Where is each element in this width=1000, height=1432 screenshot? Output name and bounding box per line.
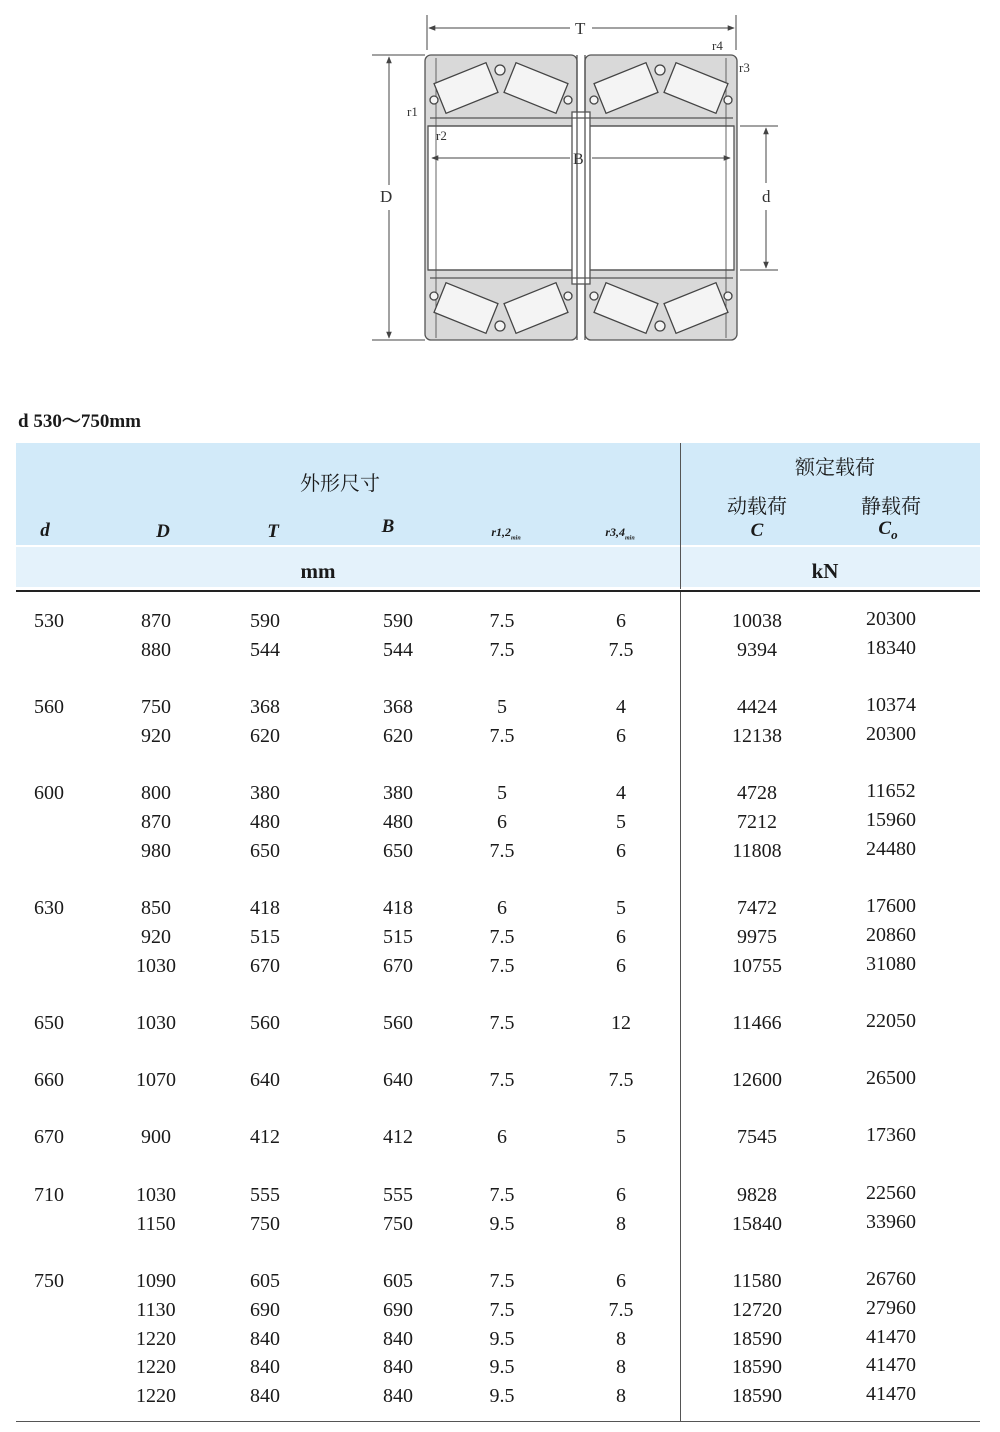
cell-r12: 7.5 bbox=[489, 1299, 515, 1321]
cell-b: 560 bbox=[383, 1012, 413, 1034]
header-col-r12-label: r1,2 bbox=[491, 525, 511, 539]
cell-d: 1070 bbox=[136, 1069, 176, 1091]
header-col-r34-min: min bbox=[625, 535, 635, 542]
cell-b: 555 bbox=[383, 1184, 413, 1206]
cell-r12: 5 bbox=[497, 696, 507, 718]
cell-d: 920 bbox=[141, 926, 171, 948]
cell-r34: 7.5 bbox=[608, 639, 634, 661]
cell-r12: 9.5 bbox=[489, 1356, 515, 1378]
cell-d: 750 bbox=[141, 696, 171, 718]
header-static-load: 静载荷 bbox=[861, 494, 921, 518]
cell-c0: 10374 bbox=[866, 694, 916, 716]
cell-c0: 26760 bbox=[866, 1268, 916, 1290]
header-dimensions: 外形尺寸 bbox=[300, 471, 380, 495]
cell-c0: 20300 bbox=[866, 723, 916, 745]
cell-t: 840 bbox=[250, 1356, 280, 1378]
dim-label-r4: r4 bbox=[712, 38, 723, 53]
cell-d: 920 bbox=[141, 725, 171, 747]
cell-t: 620 bbox=[250, 725, 280, 747]
cell-d: 850 bbox=[141, 897, 171, 919]
cell-b: 640 bbox=[383, 1069, 413, 1091]
table-row bbox=[0, 894, 1000, 923]
cell-c0: 17360 bbox=[866, 1124, 916, 1146]
cell-c0: 41470 bbox=[866, 1354, 916, 1376]
cell-r34: 6 bbox=[616, 1270, 626, 1292]
cell-b: 690 bbox=[383, 1299, 413, 1321]
cell-r34: 4 bbox=[616, 782, 626, 804]
cell-r34: 7.5 bbox=[608, 1299, 634, 1321]
cell-d: 670 bbox=[34, 1126, 64, 1148]
cell-c: 10755 bbox=[732, 955, 782, 977]
cell-b: 418 bbox=[383, 897, 413, 919]
header-col-C: C bbox=[750, 520, 764, 541]
cell-c0: 20300 bbox=[866, 608, 916, 630]
cell-c0: 41470 bbox=[866, 1326, 916, 1348]
table-row bbox=[0, 952, 1000, 981]
cell-d: 630 bbox=[34, 897, 64, 919]
cell-c: 7545 bbox=[737, 1126, 777, 1148]
cell-b: 840 bbox=[383, 1328, 413, 1350]
cell-r34: 6 bbox=[616, 610, 626, 632]
table-bottom-rule bbox=[16, 1421, 980, 1422]
cell-b: 670 bbox=[383, 955, 413, 977]
dim-label-d: d bbox=[762, 187, 771, 206]
header-col-d: d bbox=[40, 520, 50, 541]
cell-t: 690 bbox=[250, 1299, 280, 1321]
cell-c0: 27960 bbox=[866, 1297, 916, 1319]
header-col-r12 bbox=[476, 525, 536, 541]
dim-label-r3: r3 bbox=[739, 60, 750, 75]
cell-r34: 4 bbox=[616, 696, 626, 718]
cell-r34: 5 bbox=[616, 811, 626, 833]
table-row bbox=[0, 1267, 1000, 1296]
cell-r34: 6 bbox=[616, 955, 626, 977]
cell-c: 9394 bbox=[737, 639, 777, 661]
cell-c: 12138 bbox=[732, 725, 782, 747]
cell-c: 15840 bbox=[732, 1213, 782, 1235]
cell-d: 870 bbox=[141, 610, 171, 632]
cell-b: 590 bbox=[383, 610, 413, 632]
cell-d: 650 bbox=[34, 1012, 64, 1034]
cell-c: 18590 bbox=[732, 1385, 782, 1407]
cell-c0: 11652 bbox=[866, 780, 916, 802]
cell-d: 1220 bbox=[136, 1328, 176, 1350]
cell-c: 9975 bbox=[737, 926, 777, 948]
cell-c: 12600 bbox=[732, 1069, 782, 1091]
cell-c0: 24480 bbox=[866, 838, 916, 860]
cell-r12: 7.5 bbox=[489, 840, 515, 862]
cell-c: 4728 bbox=[737, 782, 777, 804]
cell-b: 515 bbox=[383, 926, 413, 948]
cell-r12: 9.5 bbox=[489, 1385, 515, 1407]
table-row bbox=[0, 923, 1000, 952]
cell-t: 515 bbox=[250, 926, 280, 948]
cell-t: 368 bbox=[250, 696, 280, 718]
table-row bbox=[0, 779, 1000, 808]
cell-b: 412 bbox=[383, 1126, 413, 1148]
cell-d: 1220 bbox=[136, 1385, 176, 1407]
cell-d: 880 bbox=[141, 639, 171, 661]
range-label: d 530～750mm bbox=[18, 411, 141, 432]
cell-r34: 6 bbox=[616, 1184, 626, 1206]
bearing-cross-section-drawing bbox=[360, 8, 800, 353]
cell-d: 980 bbox=[141, 840, 171, 862]
cell-r34: 8 bbox=[616, 1385, 626, 1407]
cell-d: 1030 bbox=[136, 1012, 176, 1034]
cell-t: 640 bbox=[250, 1069, 280, 1091]
header-col-C0 bbox=[868, 518, 908, 543]
cell-r34: 8 bbox=[616, 1356, 626, 1378]
cell-r12: 7.5 bbox=[489, 1270, 515, 1292]
cell-c: 18590 bbox=[732, 1328, 782, 1350]
cell-d: 870 bbox=[141, 811, 171, 833]
cell-d: 560 bbox=[34, 696, 64, 718]
cell-d: 710 bbox=[34, 1184, 64, 1206]
cell-t: 480 bbox=[250, 811, 280, 833]
table-row bbox=[0, 1353, 1000, 1382]
cell-b: 840 bbox=[383, 1356, 413, 1378]
cell-t: 750 bbox=[250, 1213, 280, 1235]
cell-c0: 18340 bbox=[866, 637, 916, 659]
cell-b: 620 bbox=[383, 725, 413, 747]
cell-t: 840 bbox=[250, 1385, 280, 1407]
cell-r34: 6 bbox=[616, 725, 626, 747]
cell-c0: 22050 bbox=[866, 1010, 916, 1032]
cell-c0: 31080 bbox=[866, 953, 916, 975]
cell-d: 530 bbox=[34, 610, 64, 632]
cell-d: 1130 bbox=[136, 1299, 176, 1321]
cell-r12: 9.5 bbox=[489, 1328, 515, 1350]
cell-d: 1030 bbox=[136, 1184, 176, 1206]
cell-c: 4424 bbox=[737, 696, 777, 718]
unit-kN: kN bbox=[811, 559, 839, 583]
table-row bbox=[0, 1066, 1000, 1095]
table-row bbox=[0, 1296, 1000, 1325]
table-row bbox=[0, 1325, 1000, 1354]
cell-r12: 7.5 bbox=[489, 639, 515, 661]
table-row bbox=[0, 837, 1000, 866]
cell-c0: 26500 bbox=[866, 1067, 916, 1089]
cell-b: 544 bbox=[383, 639, 413, 661]
cell-t: 560 bbox=[250, 1012, 280, 1034]
cell-c0: 20860 bbox=[866, 924, 916, 946]
table-row bbox=[0, 808, 1000, 837]
cell-c: 11580 bbox=[732, 1270, 782, 1292]
cell-d: 800 bbox=[141, 782, 171, 804]
cell-b: 380 bbox=[383, 782, 413, 804]
cell-c: 7472 bbox=[737, 897, 777, 919]
cell-d: 1090 bbox=[136, 1270, 176, 1292]
cell-r12: 6 bbox=[497, 897, 507, 919]
cell-d: 750 bbox=[34, 1270, 64, 1292]
table-row bbox=[0, 1210, 1000, 1239]
cell-c: 7212 bbox=[737, 811, 777, 833]
cell-r34: 5 bbox=[616, 1126, 626, 1148]
cell-t: 555 bbox=[250, 1184, 280, 1206]
cell-r12: 6 bbox=[497, 811, 507, 833]
header-col-r34 bbox=[590, 525, 650, 541]
cell-c: 12720 bbox=[732, 1299, 782, 1321]
cell-t: 418 bbox=[250, 897, 280, 919]
cell-c0: 17600 bbox=[866, 895, 916, 917]
cell-r34: 6 bbox=[616, 926, 626, 948]
column-divider bbox=[680, 443, 681, 589]
cell-r34: 5 bbox=[616, 897, 626, 919]
table-row bbox=[0, 693, 1000, 722]
dim-label-D: D bbox=[380, 187, 393, 206]
table-row bbox=[0, 1123, 1000, 1152]
header-col-D: D bbox=[156, 521, 170, 542]
cell-r12: 6 bbox=[497, 1126, 507, 1148]
header-col-B: B bbox=[381, 516, 395, 537]
header-col-r34-label: r3,4 bbox=[605, 525, 625, 539]
dim-label-r1: r1 bbox=[407, 104, 418, 119]
cell-r12: 7.5 bbox=[489, 955, 515, 977]
cell-d: 1150 bbox=[136, 1213, 176, 1235]
table-row bbox=[0, 1382, 1000, 1411]
cell-t: 590 bbox=[250, 610, 280, 632]
cell-c0: 22560 bbox=[866, 1182, 916, 1204]
header-col-C0-label: C bbox=[878, 518, 892, 539]
header-col-C0-sub: o bbox=[891, 526, 898, 542]
cell-r34: 6 bbox=[616, 840, 626, 862]
cell-r12: 7.5 bbox=[489, 1012, 515, 1034]
cell-t: 544 bbox=[250, 639, 280, 661]
cell-c: 9828 bbox=[737, 1184, 777, 1206]
cell-d: 1030 bbox=[136, 955, 176, 977]
cell-d: 660 bbox=[34, 1069, 64, 1091]
dim-label-r2: r2 bbox=[436, 128, 447, 143]
cell-d: 600 bbox=[34, 782, 64, 804]
cell-r34: 8 bbox=[616, 1213, 626, 1235]
cell-r34: 8 bbox=[616, 1328, 626, 1350]
table-row bbox=[0, 636, 1000, 665]
cell-t: 380 bbox=[250, 782, 280, 804]
cell-d: 900 bbox=[141, 1126, 171, 1148]
header-col-r12-min: min bbox=[511, 535, 521, 542]
cell-t: 412 bbox=[250, 1126, 280, 1148]
cell-c: 11808 bbox=[732, 840, 782, 862]
cell-b: 605 bbox=[383, 1270, 413, 1292]
cell-r12: 7.5 bbox=[489, 725, 515, 747]
cell-d: 1220 bbox=[136, 1356, 176, 1378]
header-dynamic-load: 动载荷 bbox=[727, 494, 787, 518]
cell-b: 650 bbox=[383, 840, 413, 862]
cell-r34: 12 bbox=[611, 1012, 631, 1034]
cell-r12: 5 bbox=[497, 782, 507, 804]
cell-t: 650 bbox=[250, 840, 280, 862]
cell-r12: 9.5 bbox=[489, 1213, 515, 1235]
cell-b: 840 bbox=[383, 1385, 413, 1407]
cell-r34: 7.5 bbox=[608, 1069, 634, 1091]
header-col-T: T bbox=[267, 521, 279, 542]
cell-r12: 7.5 bbox=[489, 926, 515, 948]
cell-b: 750 bbox=[383, 1213, 413, 1235]
cell-b: 480 bbox=[383, 811, 413, 833]
dim-label-T: T bbox=[575, 19, 586, 38]
dim-label-B: B bbox=[573, 151, 584, 168]
cell-c: 10038 bbox=[732, 610, 782, 632]
cell-t: 840 bbox=[250, 1328, 280, 1350]
unit-mm: mm bbox=[300, 559, 336, 583]
cell-r12: 7.5 bbox=[489, 1184, 515, 1206]
cell-c0: 41470 bbox=[866, 1383, 916, 1405]
cell-r12: 7.5 bbox=[489, 610, 515, 632]
cell-c: 18590 bbox=[732, 1356, 782, 1378]
cell-t: 605 bbox=[250, 1270, 280, 1292]
cell-b: 368 bbox=[383, 696, 413, 718]
table-row bbox=[0, 722, 1000, 751]
cell-c0: 33960 bbox=[866, 1211, 916, 1233]
table-top-rule bbox=[16, 590, 980, 592]
table-row bbox=[0, 1009, 1000, 1038]
cell-r12: 7.5 bbox=[489, 1069, 515, 1091]
cell-t: 670 bbox=[250, 955, 280, 977]
table-row bbox=[0, 1181, 1000, 1210]
cell-c0: 15960 bbox=[866, 809, 916, 831]
table-row bbox=[0, 607, 1000, 636]
header-rated-load: 额定载荷 bbox=[795, 455, 875, 479]
cell-c: 11466 bbox=[732, 1012, 782, 1034]
